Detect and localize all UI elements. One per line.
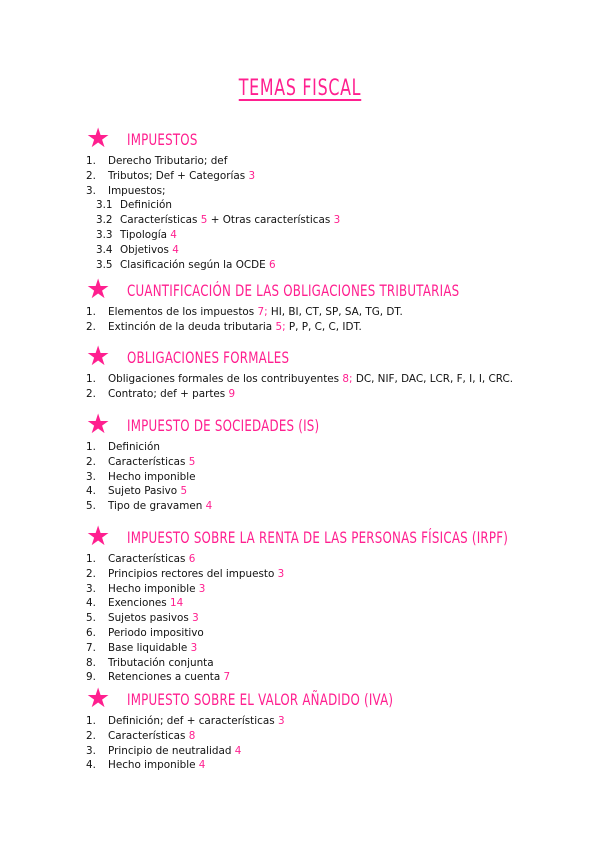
list-item: 6. Periodo impositivo <box>86 626 204 639</box>
page-ref: 5 <box>200 214 208 227</box>
page-ref: 3 <box>277 715 285 727</box>
section-irpf <box>86 521 586 685</box>
page-ref: 4 <box>172 243 179 256</box>
page-ref: 3 <box>333 214 341 227</box>
page-title: TEMAS FISCAL <box>238 76 362 101</box>
star-icon: ★ <box>86 683 111 714</box>
list-item: 1. Elementos de los impuestos 7; HI, BI, CT, SP, SA, TG, DT. <box>86 306 403 318</box>
list-item: 2. Principios rectores del impuesto 3 <box>86 567 285 580</box>
section-header <box>86 409 586 440</box>
list-item: 2. Características 5 <box>86 455 196 468</box>
item-list <box>86 552 586 685</box>
page-ref: 9 <box>228 387 236 400</box>
page-ref: 6 <box>188 553 196 565</box>
page-ref: 3 <box>198 582 206 595</box>
list-item: 4. Hecho imponible 4 <box>86 759 206 772</box>
section-impuestos <box>86 123 586 272</box>
list-item: 3. Impuestos; <box>86 184 166 197</box>
item-list <box>86 440 586 514</box>
section-title: IMPUESTO SOBRE EL VALOR AÑADIDO (IVA) <box>127 690 394 709</box>
list-item: 3.5 Clasificación según la OCDE 6 <box>96 258 276 271</box>
section-header <box>86 123 586 154</box>
page-ref: 3 <box>192 612 199 625</box>
section-iva <box>86 683 586 773</box>
section-title: IMPUESTOS <box>127 130 198 149</box>
section-header <box>86 683 586 714</box>
page-ref: 7; <box>257 306 268 318</box>
list-item: 8. Tributación conjunta <box>86 656 214 669</box>
list-item: 2. Características 8 <box>86 729 196 742</box>
list-item: 7. Base liquidable 3 <box>86 641 198 654</box>
list-item: 4. Sujeto Pasivo 5 <box>86 485 188 498</box>
page-ref: 8; <box>342 373 353 385</box>
star-icon: ★ <box>86 409 111 440</box>
page-ref: 4 <box>234 744 242 757</box>
star-icon: ★ <box>86 274 111 305</box>
page-ref: 5 <box>188 455 196 468</box>
list-item: 1. Características 6 <box>86 553 196 565</box>
page-ref: 7 <box>223 671 231 684</box>
section-header <box>86 341 586 372</box>
section-impuesto-sociedades <box>86 409 586 514</box>
list-item: 9. Retenciones a cuenta 7 <box>86 671 231 684</box>
section-header <box>86 274 586 305</box>
section-title: IMPUESTO DE SOCIEDADES (IS) <box>127 416 320 435</box>
list-item: 1. Derecho Tributario; def <box>86 155 228 167</box>
item-list <box>86 154 586 272</box>
list-item: 2. Contrato; def + partes 9 <box>86 387 236 400</box>
list-item: 2. Tributos; Def + Categorías 3 <box>86 169 256 182</box>
list-item: 3.2 Características 5 + Otras características 3 <box>96 214 341 227</box>
list-item: 3. Hecho imponible <box>86 470 196 483</box>
page-ref: 3 <box>248 169 256 182</box>
list-item: 2. Extinción de la deuda tributaria 5; P, P, C, C, IDT. <box>86 320 362 333</box>
section-title: OBLIGACIONES FORMALES <box>127 348 290 367</box>
list-item: 1. Definición <box>86 441 160 453</box>
list-item: 3. Principio de neutralidad 4 <box>86 744 242 757</box>
list-item: 3.3 Tipología 4 <box>96 228 177 241</box>
item-list <box>86 305 586 335</box>
list-item: 1. Definición; def + características 3 <box>86 715 285 727</box>
page-ref: 14 <box>170 597 184 610</box>
star-icon: ★ <box>86 123 111 154</box>
section-cuantificacion <box>86 274 586 335</box>
section-obligaciones-formales <box>86 341 586 402</box>
section-title: CUANTIFICACIÓN DE LAS OBLIGACIONES TRIBUTARIAS <box>127 281 460 300</box>
section-title: IMPUESTO SOBRE LA RENTA DE LAS PERSONAS FÍSICAS (IRPF) <box>127 528 509 547</box>
list-item: 4. Exenciones 14 <box>86 597 184 610</box>
list-item: 1. Obligaciones formales de los contribuyentes 8; DC, NIF, DAC, LCR, F, I, I, CRC. <box>86 373 514 385</box>
page-ref: 5; <box>275 320 286 333</box>
page-ref: 4 <box>198 759 206 772</box>
section-header <box>86 521 586 552</box>
item-list <box>86 372 586 402</box>
page-ref: 3 <box>190 641 198 654</box>
list-item: 5. Tipo de gravamen 4 <box>86 500 213 513</box>
item-list <box>86 714 586 773</box>
page-ref: 4 <box>205 500 213 513</box>
page-ref: 4 <box>170 228 177 241</box>
list-item: 5. Sujetos pasivos 3 <box>86 612 199 625</box>
list-item: 3. Hecho imponible 3 <box>86 582 206 595</box>
page-ref: 3 <box>277 567 285 580</box>
star-icon: ★ <box>86 521 111 552</box>
page-ref: 6 <box>269 258 276 271</box>
page-ref: 8 <box>188 729 196 742</box>
star-icon: ★ <box>86 341 111 372</box>
list-item: 3.1 Definición <box>96 199 172 212</box>
list-item: 3.4 Objetivos 4 <box>96 243 179 256</box>
page-ref: 5 <box>180 485 188 498</box>
